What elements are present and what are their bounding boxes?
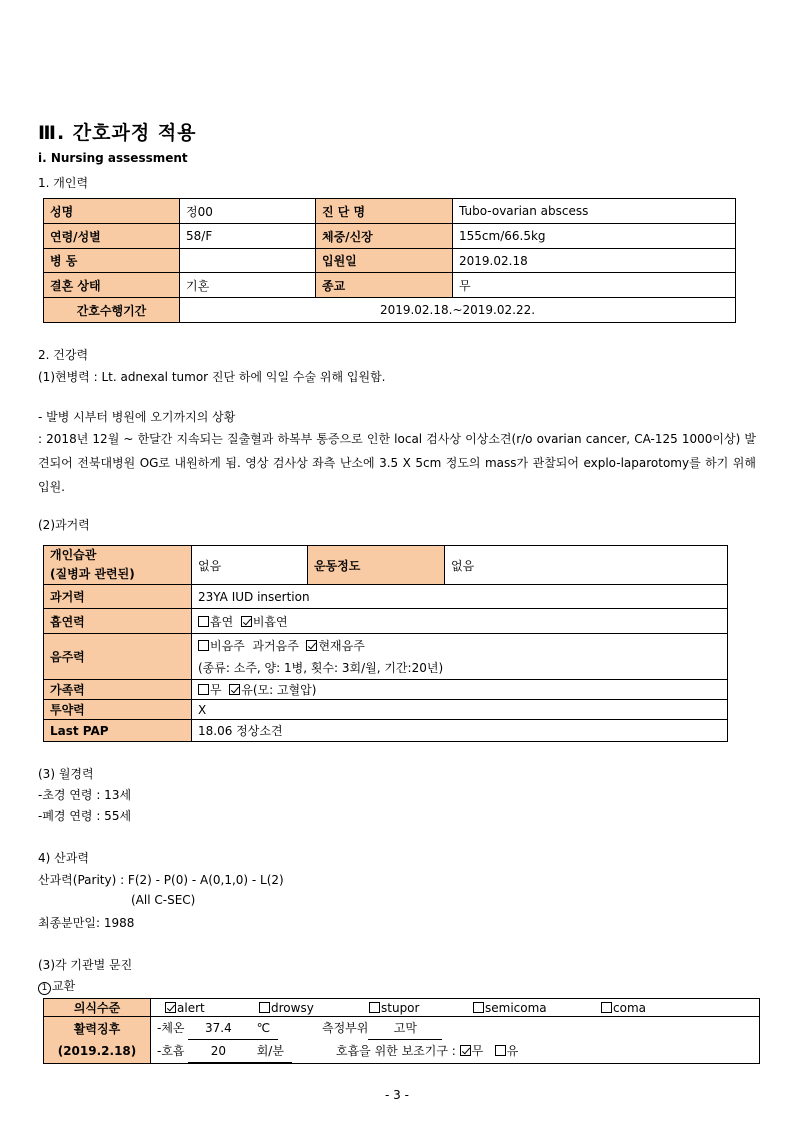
respiration-label: -호흡	[157, 1044, 185, 1058]
consciousness-label: 의식수준	[44, 999, 151, 1017]
non-smoking-checkbox[interactable]	[241, 616, 252, 627]
section-nursing-assessment: i. Nursing assessment	[38, 151, 188, 165]
section-personal-history: 1. 개인력	[38, 176, 89, 190]
non-drinking-checkbox[interactable]	[198, 640, 209, 651]
habit-value: 없음	[192, 546, 308, 585]
marital-status-label: 결혼 상태	[44, 273, 180, 298]
semicoma-checkbox[interactable]	[473, 1002, 484, 1013]
coma-label: coma	[613, 1000, 646, 1015]
stupor-label: stupor	[381, 1000, 420, 1015]
family-none-label: 무	[210, 683, 222, 697]
non-smoking-option-label: 비흡연	[252, 614, 288, 629]
diagnosis-label: 진 단 명	[316, 199, 453, 224]
menstrual-title: (3) 월경력	[38, 767, 94, 781]
smoking-option-label: 흡연	[210, 614, 234, 629]
obstetric-title: 4) 산과력	[38, 851, 89, 865]
family-yes-label: 유(모: 고혈압)	[241, 683, 317, 697]
exchange-label: 교환	[52, 979, 76, 993]
age-sex-value: 58/F	[180, 224, 316, 249]
respiratory-aid-label: 호흡을 위한 보조기구 :	[336, 1044, 456, 1058]
drowsy-checkbox[interactable]	[259, 1002, 270, 1013]
respiration-value: 20	[188, 1040, 248, 1063]
onset-text: : 2018년 12월 ~ 한달간 지속되는 질출혈과 하복부 통증으로 인한 local 검사상 이상소견(r/o ovarian cancer, CA-125 1000이상) 발견되어 전북대병원 OG로 내원하게 됨. 영상 검사상 좌측 난소에 3.5 X 5cm 정도의 mass가 관찰되어 explo-laparotomy를 하기 위해 입원.	[38, 432, 756, 494]
non-drinking-label: 비음주	[210, 638, 245, 653]
semicoma-label: semicoma	[485, 1000, 547, 1015]
stupor-checkbox[interactable]	[369, 1002, 380, 1013]
exercise-label: 운동정도	[308, 546, 445, 585]
aid-yes-checkbox[interactable]	[495, 1045, 506, 1056]
marital-status-value: 기혼	[180, 273, 316, 298]
diagnosis-value: Tubo-ovarian abscess	[453, 199, 736, 224]
age-sex-label: 연령/성별	[44, 224, 180, 249]
family-label: 가족력	[44, 680, 192, 700]
past-label: 과거력	[44, 585, 192, 609]
name-value: 정00	[180, 199, 316, 224]
page-number: - 3 -	[385, 1088, 409, 1102]
pap-label: Last PAP	[44, 720, 192, 742]
smoking-options	[192, 609, 728, 634]
exercise-value: 없음	[445, 546, 728, 585]
ward-label: 병 동	[44, 249, 180, 273]
drinking-options	[192, 634, 728, 680]
admission-date-label: 입원일	[316, 249, 453, 273]
drinking-label: 음주력	[44, 634, 192, 680]
present-illness: (1)현병력 : Lt. adnexal tumor 진단 하에 익일 수술 위해 입원함.	[38, 370, 386, 384]
medication-value: X	[192, 700, 728, 720]
onset-title: - 발병 시부터 병원에 오기까지의 상황	[38, 410, 236, 424]
vital-signs-date: (2019.2.18)	[57, 1044, 137, 1058]
parity: 산과력(Parity) : F(2) - P(0) - A(0,1,0) - L(2)	[38, 873, 284, 887]
smoking-label: 흡연력	[44, 609, 192, 634]
vital-signs-label	[44, 1017, 151, 1064]
drowsy-label: drowsy	[271, 1000, 314, 1015]
drinking-detail: (종류: 소주, 양: 1병, 횟수: 3회/월, 기간:20년)	[198, 660, 444, 675]
habit-label-line1: 개인습관	[50, 548, 97, 562]
temperature-unit: ℃	[248, 1017, 278, 1040]
vital-signs-title: 활력징후	[73, 1022, 121, 1036]
care-period-label: 간호수행기간	[44, 298, 180, 323]
admission-date-value: 2019.02.18	[453, 249, 736, 273]
vital-signs-values	[151, 1017, 760, 1064]
last-delivery: 최종분만일: 1988	[38, 916, 135, 930]
menarche-age: -초경 연령 : 13세	[38, 788, 132, 802]
coma-checkbox[interactable]	[601, 1002, 612, 1013]
family-yes-checkbox[interactable]	[229, 684, 240, 695]
weight-height-value: 155cm/66.5kg	[453, 224, 736, 249]
alert-label: alert	[177, 1000, 205, 1015]
circled-number: 1	[38, 982, 51, 995]
personal-info-table	[43, 198, 736, 323]
past-value: 23YA IUD insertion	[192, 585, 728, 609]
alert-checkbox[interactable]	[165, 1002, 176, 1013]
temperature-value: 37.4	[188, 1017, 248, 1040]
respiration-unit: 회/분	[248, 1040, 292, 1063]
systems-review-title: (3)각 기관별 문진	[38, 958, 133, 972]
past-history-table	[43, 545, 728, 742]
habit-label	[44, 546, 192, 585]
site-value: 고막	[368, 1017, 442, 1040]
family-options	[192, 680, 728, 700]
parity-note: (All C-SEC)	[131, 893, 196, 907]
family-none-checkbox[interactable]	[198, 684, 209, 695]
current-drinking-checkbox[interactable]	[306, 640, 317, 651]
ward-value	[180, 249, 316, 273]
medication-label: 투약력	[44, 700, 192, 720]
smoking-checkbox[interactable]	[198, 616, 209, 627]
religion-label: 종교	[316, 273, 453, 298]
section-health-history: 2. 건강력	[38, 348, 89, 362]
pap-value: 18.06 정상소견	[192, 720, 728, 742]
aid-none-checkbox[interactable]	[460, 1045, 471, 1056]
current-drinking-label: 현재음주	[318, 638, 365, 653]
site-label: 측정부위	[322, 1021, 369, 1035]
menopause-age: -폐경 연령 : 55세	[38, 809, 132, 823]
care-period-value: 2019.02.18.~2019.02.22.	[180, 298, 736, 323]
aid-yes-label: 유	[506, 1044, 519, 1058]
page-heading: Ⅲ. 간호과정 적용	[38, 122, 197, 144]
habit-label-line2: (질병과 관련된)	[50, 567, 135, 581]
religion-value: 무	[453, 273, 736, 298]
vitals-table	[43, 998, 760, 1064]
name-label: 성명	[44, 199, 180, 224]
past-drinking-label: 과거음주	[252, 638, 299, 653]
weight-height-label: 체중/신장	[316, 224, 453, 249]
temperature-label: -체온	[157, 1021, 185, 1035]
exchange-heading	[38, 977, 75, 995]
aid-none-label: 무	[471, 1044, 484, 1058]
past-history-title: (2)과거력	[38, 518, 90, 532]
consciousness-options	[151, 999, 760, 1017]
